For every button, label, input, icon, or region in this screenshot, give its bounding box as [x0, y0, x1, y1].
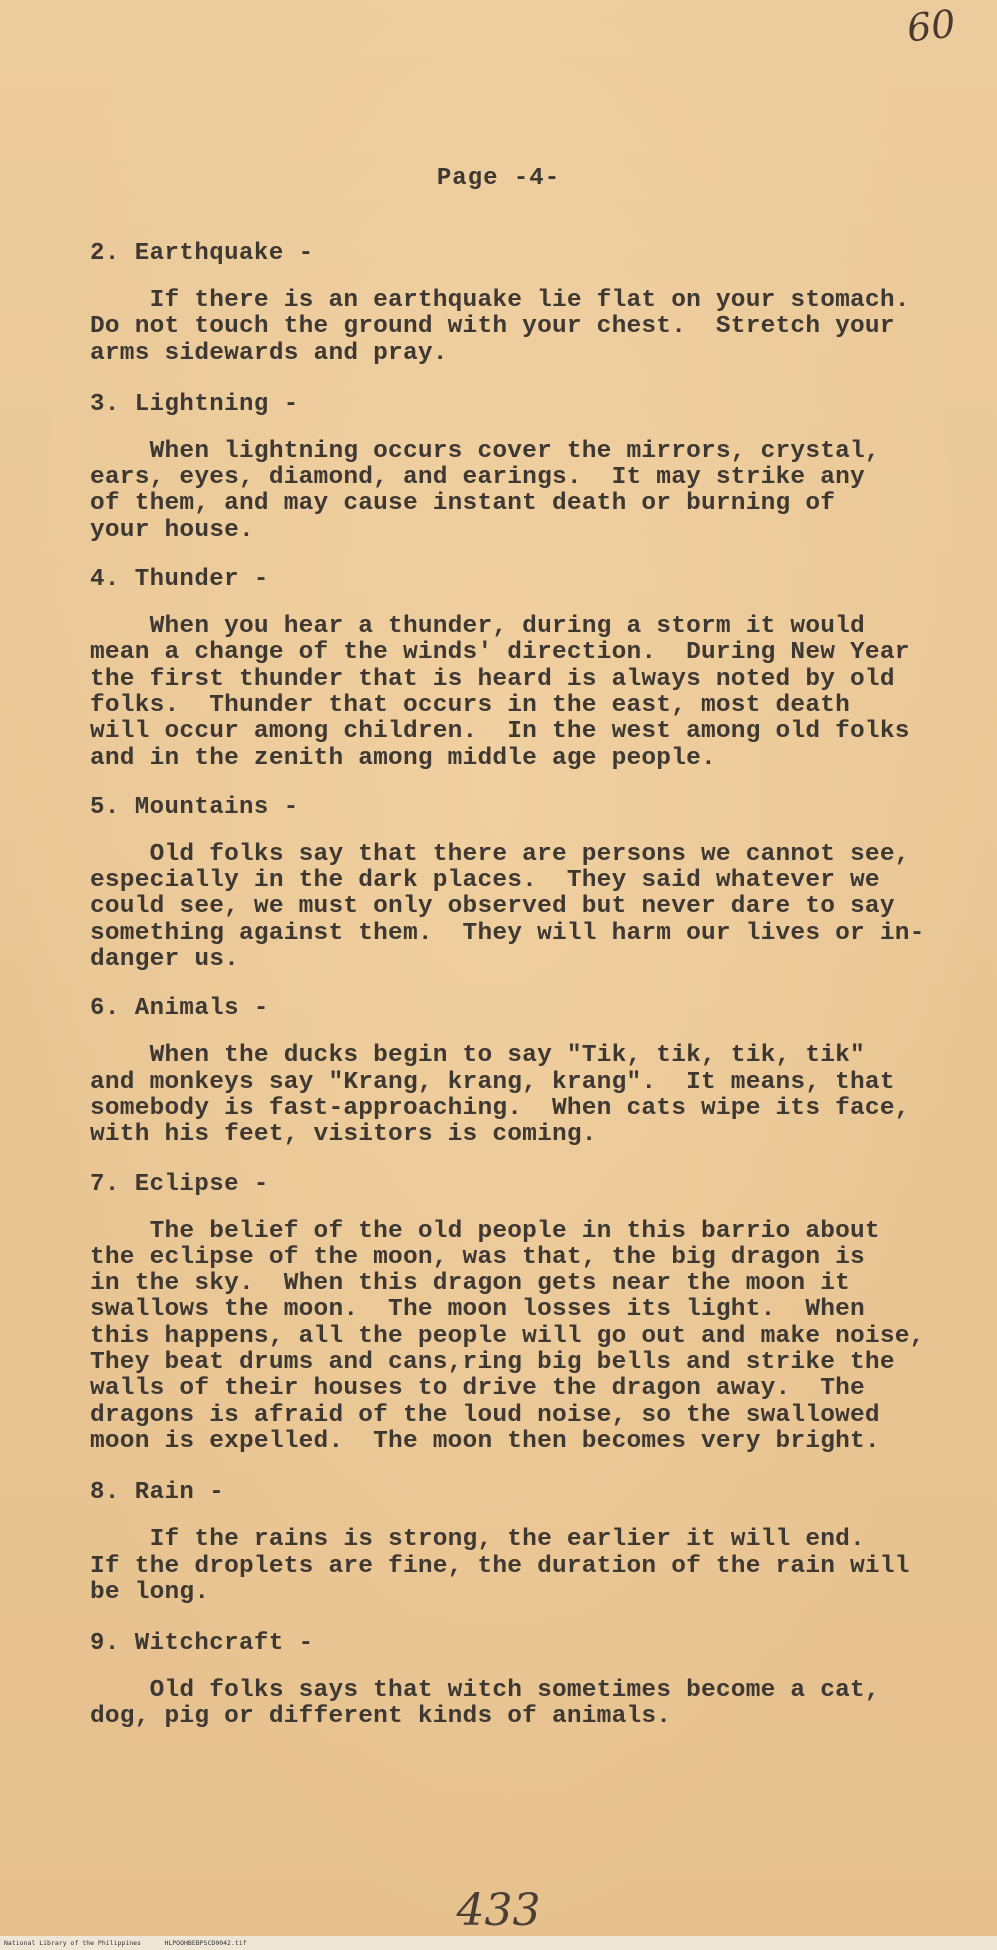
- section-witchcraft: [90, 1630, 950, 1731]
- section-title: 6. Animals -: [90, 995, 269, 1023]
- section-body: When the ducks begin to say "Tik, tik, tik, tik" and monkeys say "Krang, krang, krang". It means, that somebody is fast-approaching. When cats wipe its face, with his feet, visitors is coming.: [90, 1042, 910, 1149]
- section-body: The belief of the old people in this barrio about the eclipse of the moon, was that, the big dragon is in the sky. When this dragon gets near the moon it swallows the moon. The moon losses its light. When this happens, all the people will go out and make noise, They beat drums and cans,ring big bells and strike the walls of their houses to drive the dragon away. The dragons is afraid of the loud noise, so the swallowed moon is expelled. The moon then becomes very bright.: [90, 1217, 925, 1455]
- section-body: If the rains is strong, the earlier it will end. If the droplets are fine, the duration of the rain will be long.: [90, 1526, 910, 1606]
- handwritten-page-number: 60: [904, 1, 958, 51]
- section-lightning: [90, 391, 950, 544]
- section-earthquake: [90, 240, 950, 367]
- section-body: When lightning occurs cover the mirrors, crystal, ears, eyes, diamond, and earings. It may strike any of them, and may cause instant death or burning of your house.: [90, 437, 880, 544]
- section-eclipse: [90, 1171, 950, 1456]
- section-body: When you hear a thunder, during a storm it would mean a change of the winds' direction. During New Year the first thunder that is heard is always noted by old folks. Thunder that occurs in the east, most death will occur among children. In the west among old folks and in the zenith among middle age people.: [90, 613, 910, 772]
- archive-caption: National Library of the Philippines HLPOOHBEBPSCD0042.tif: [0, 1936, 997, 1950]
- section-mountains: [90, 794, 950, 973]
- section-title: 3. Lightning -: [90, 390, 299, 418]
- section-thunder: [90, 566, 950, 772]
- page-heading: Page -4-: [436, 165, 561, 192]
- section-title: 9. Witchcraft -: [90, 1630, 314, 1658]
- section-title: 4. Thunder -: [90, 566, 269, 594]
- document-content: [90, 240, 950, 1731]
- section-title: 2. Earthquake -: [90, 240, 314, 267]
- section-rain: [90, 1479, 950, 1606]
- section-title: 8. Rain -: [90, 1479, 225, 1507]
- section-title: 5. Mountains -: [90, 793, 299, 821]
- section-body: If there is an earthquake lie flat on your stomach. Do not touch the ground with your chest. Stretch your arms sidewards and pray.: [90, 287, 910, 367]
- section-animals: [90, 995, 950, 1148]
- section-body: Old folks say that there are persons we cannot see, especially in the dark places. They said whatever we could see, we must only observed but never dare to say something against them. They will harm our lives or in- danger us.: [90, 840, 925, 974]
- section-body: Old folks says that witch sometimes become a cat, dog, pig or different kinds of animals.: [90, 1677, 880, 1731]
- section-title: 7. Eclipse -: [90, 1170, 269, 1198]
- handwritten-footer-number: 433: [456, 1885, 541, 1936]
